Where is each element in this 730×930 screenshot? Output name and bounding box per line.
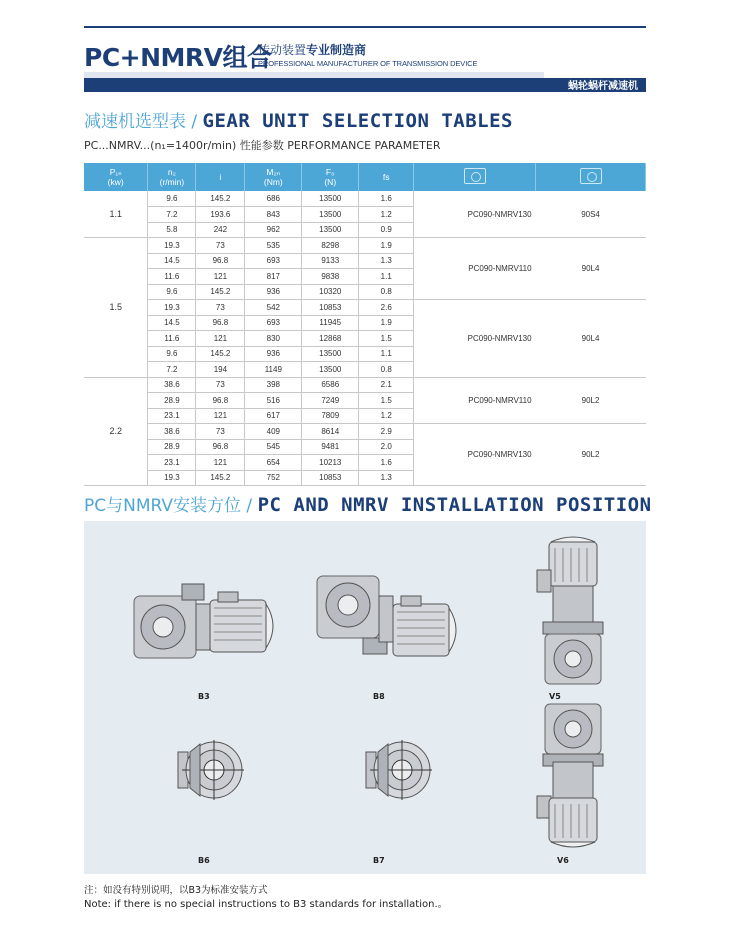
motor-cell: 90S4 xyxy=(536,191,646,238)
table-header-row xyxy=(84,163,646,191)
table-cell: 1.3 xyxy=(359,470,414,486)
label-b6: B6 xyxy=(198,856,210,865)
table-cell: 2.9 xyxy=(359,424,414,440)
installation-title-cn: PC与NMRV安装方位 / xyxy=(84,496,258,516)
table-cell: 9481 xyxy=(302,439,359,455)
table-cell: 1.9 xyxy=(359,315,414,331)
table-cell: 11945 xyxy=(302,315,359,331)
label-v5: V5 xyxy=(549,692,561,701)
header-motor-icon xyxy=(536,163,646,191)
table-cell: 96.8 xyxy=(196,315,245,331)
table-cell: 1.5 xyxy=(359,331,414,347)
table-cell: 0.9 xyxy=(359,222,414,238)
table-cell: 145.2 xyxy=(196,191,245,207)
header-gearbox-icon xyxy=(414,163,536,191)
table-row xyxy=(84,377,646,393)
table-cell: 10213 xyxy=(302,455,359,471)
header-service-factor: fs xyxy=(359,163,414,191)
table-cell: 398 xyxy=(245,377,302,393)
table-cell: 8298 xyxy=(302,238,359,254)
motor-cell: 90L2 xyxy=(536,424,646,486)
table-cell: 96.8 xyxy=(196,439,245,455)
table-cell: 23.1 xyxy=(148,408,196,424)
motor-cell: 90L4 xyxy=(536,300,646,378)
table-cell: 11.6 xyxy=(148,331,196,347)
table-cell: 8614 xyxy=(302,424,359,440)
selection-title xyxy=(84,107,513,132)
table-cell: 9.6 xyxy=(148,346,196,362)
motor-icon xyxy=(580,168,602,184)
table-cell: 686 xyxy=(245,191,302,207)
table-cell: 516 xyxy=(245,393,302,409)
power-cell: 2.2 xyxy=(84,377,148,486)
top-rule xyxy=(84,26,646,28)
table-cell: 13500 xyxy=(302,222,359,238)
table-cell: 7.2 xyxy=(148,207,196,223)
v5-drawing xyxy=(533,536,613,688)
table-cell: 1.6 xyxy=(359,455,414,471)
label-b8: B8 xyxy=(373,692,385,701)
note-cn: 注：如没有特别说明，以B3为标准安装方式 xyxy=(84,885,268,896)
table-cell: 0.8 xyxy=(359,362,414,378)
table-cell: 9133 xyxy=(302,253,359,269)
table-cell: 73 xyxy=(196,377,245,393)
table-cell: 194 xyxy=(196,362,245,378)
table-cell: 752 xyxy=(245,470,302,486)
label-b7: B7 xyxy=(373,856,385,865)
table-cell: 145.2 xyxy=(196,346,245,362)
tagline-en: PROFESSIONAL MANUFACTURER OF TRANSMISSION DEVICE xyxy=(258,59,478,68)
note-en: Note: if there is no special instructions to B3 standards for installation.。 xyxy=(84,899,448,910)
tagline-cn-plain: 传动装置 xyxy=(258,43,307,57)
model-cell: PC090-NMRV130 xyxy=(414,191,536,238)
table-cell: 1.9 xyxy=(359,238,414,254)
table-cell: 13500 xyxy=(302,362,359,378)
table-row xyxy=(84,424,646,440)
table-cell: 73 xyxy=(196,238,245,254)
table-cell: 654 xyxy=(245,455,302,471)
table-cell: 23.1 xyxy=(148,455,196,471)
brand-title: PC+NMRV组合 xyxy=(84,43,272,72)
table-cell: 73 xyxy=(196,424,245,440)
table-body xyxy=(84,191,646,486)
table-cell: 13500 xyxy=(302,346,359,362)
table-cell: 14.5 xyxy=(148,253,196,269)
installation-title xyxy=(84,491,652,516)
table-cell: 693 xyxy=(245,253,302,269)
tagline-cn xyxy=(258,41,366,58)
table-cell: 1.5 xyxy=(359,393,414,409)
selection-title-cn: 减速机选型表 / xyxy=(84,112,203,132)
label-v6: V6 xyxy=(557,856,569,865)
table-cell: 409 xyxy=(245,424,302,440)
table-cell: 10853 xyxy=(302,470,359,486)
table-cell: 1.3 xyxy=(359,253,414,269)
table-cell: 5.8 xyxy=(148,222,196,238)
table-cell: 936 xyxy=(245,346,302,362)
table-cell: 13500 xyxy=(302,207,359,223)
table-cell: 843 xyxy=(245,207,302,223)
table-cell: 19.3 xyxy=(148,238,196,254)
b6-drawing xyxy=(176,738,246,802)
table-cell: 2.6 xyxy=(359,300,414,316)
label-b3: B3 xyxy=(198,692,210,701)
table-cell: 936 xyxy=(245,284,302,300)
table-cell: 11.6 xyxy=(148,269,196,285)
table-cell: 1.2 xyxy=(359,408,414,424)
motor-cell: 90L2 xyxy=(536,377,646,424)
model-cell: PC090-NMRV110 xyxy=(414,238,536,300)
table-cell: 0.8 xyxy=(359,284,414,300)
table-cell: 2.0 xyxy=(359,439,414,455)
table-cell: 13500 xyxy=(302,191,359,207)
table-cell: 1.2 xyxy=(359,207,414,223)
table-cell: 6586 xyxy=(302,377,359,393)
table-cell: 2.1 xyxy=(359,377,414,393)
selection-title-en: GEAR UNIT SELECTION TABLES xyxy=(202,110,513,132)
header-power: P₁ₙ (kw) xyxy=(84,163,148,191)
table-cell: 14.5 xyxy=(148,315,196,331)
table-row xyxy=(84,191,646,207)
table-cell: 96.8 xyxy=(196,393,245,409)
table-cell: 535 xyxy=(245,238,302,254)
table-cell: 10320 xyxy=(302,284,359,300)
table-cell: 7.2 xyxy=(148,362,196,378)
category-bar xyxy=(84,72,646,92)
v6-drawing xyxy=(533,700,613,852)
table-cell: 121 xyxy=(196,331,245,347)
power-cell: 1.1 xyxy=(84,191,148,238)
tagline-cn-bold: 专业制造商 xyxy=(306,43,367,57)
table-row xyxy=(84,238,646,254)
table-cell: 545 xyxy=(245,439,302,455)
table-cell: 542 xyxy=(245,300,302,316)
selection-table xyxy=(84,163,646,486)
table-cell: 121 xyxy=(196,408,245,424)
table-cell: 7809 xyxy=(302,408,359,424)
table-cell: 242 xyxy=(196,222,245,238)
category-label: 蜗轮蜗杆减速机 xyxy=(568,81,638,92)
table-cell: 830 xyxy=(245,331,302,347)
table-cell: 617 xyxy=(245,408,302,424)
header-speed: n₂ (r/min) xyxy=(148,163,196,191)
table-cell: 19.3 xyxy=(148,300,196,316)
gearbox-icon xyxy=(464,168,486,184)
installation-title-en: PC AND NMRV INSTALLATION POSITION xyxy=(257,494,652,516)
bar-dark xyxy=(84,78,646,92)
table-cell: 19.3 xyxy=(148,470,196,486)
table-cell: 38.6 xyxy=(148,424,196,440)
table-cell: 121 xyxy=(196,455,245,471)
table-cell: 7249 xyxy=(302,393,359,409)
table-cell: 12868 xyxy=(302,331,359,347)
table-cell: 96.8 xyxy=(196,253,245,269)
table-cell: 145.2 xyxy=(196,284,245,300)
header-torque: M₂ₙ (Nm) xyxy=(245,163,302,191)
table-row xyxy=(84,300,646,316)
table-cell: 9.6 xyxy=(148,191,196,207)
table-cell: 962 xyxy=(245,222,302,238)
b3-drawing xyxy=(130,582,280,672)
table-cell: 1.1 xyxy=(359,346,414,362)
model-cell: PC090-NMRV110 xyxy=(414,377,536,424)
table-cell: 1.1 xyxy=(359,269,414,285)
model-cell: PC090-NMRV130 xyxy=(414,424,536,486)
model-cell: PC090-NMRV130 xyxy=(414,300,536,378)
power-cell: 1.5 xyxy=(84,238,148,378)
table-cell: 817 xyxy=(245,269,302,285)
motor-cell: 90L4 xyxy=(536,238,646,300)
table-cell: 38.6 xyxy=(148,377,196,393)
table-cell: 73 xyxy=(196,300,245,316)
b7-drawing xyxy=(364,738,434,802)
table-cell: 121 xyxy=(196,269,245,285)
header-force: F₀ (N) xyxy=(302,163,359,191)
table-cell: 28.9 xyxy=(148,439,196,455)
header-ratio: i xyxy=(196,163,245,191)
table-cell: 1.6 xyxy=(359,191,414,207)
table-cell: 145.2 xyxy=(196,470,245,486)
table-cell: 9838 xyxy=(302,269,359,285)
table-cell: 693 xyxy=(245,315,302,331)
table-cell: 9.6 xyxy=(148,284,196,300)
b8-drawing xyxy=(313,572,463,662)
table-cell: 28.9 xyxy=(148,393,196,409)
table-cell: 193.6 xyxy=(196,207,245,223)
table-cell: 10853 xyxy=(302,300,359,316)
table-cell: 1149 xyxy=(245,362,302,378)
performance-subtitle: PC...NMRV...(n₁=1400r/min) 性能参数 PERFORMANCE PARAMETER xyxy=(84,139,441,152)
